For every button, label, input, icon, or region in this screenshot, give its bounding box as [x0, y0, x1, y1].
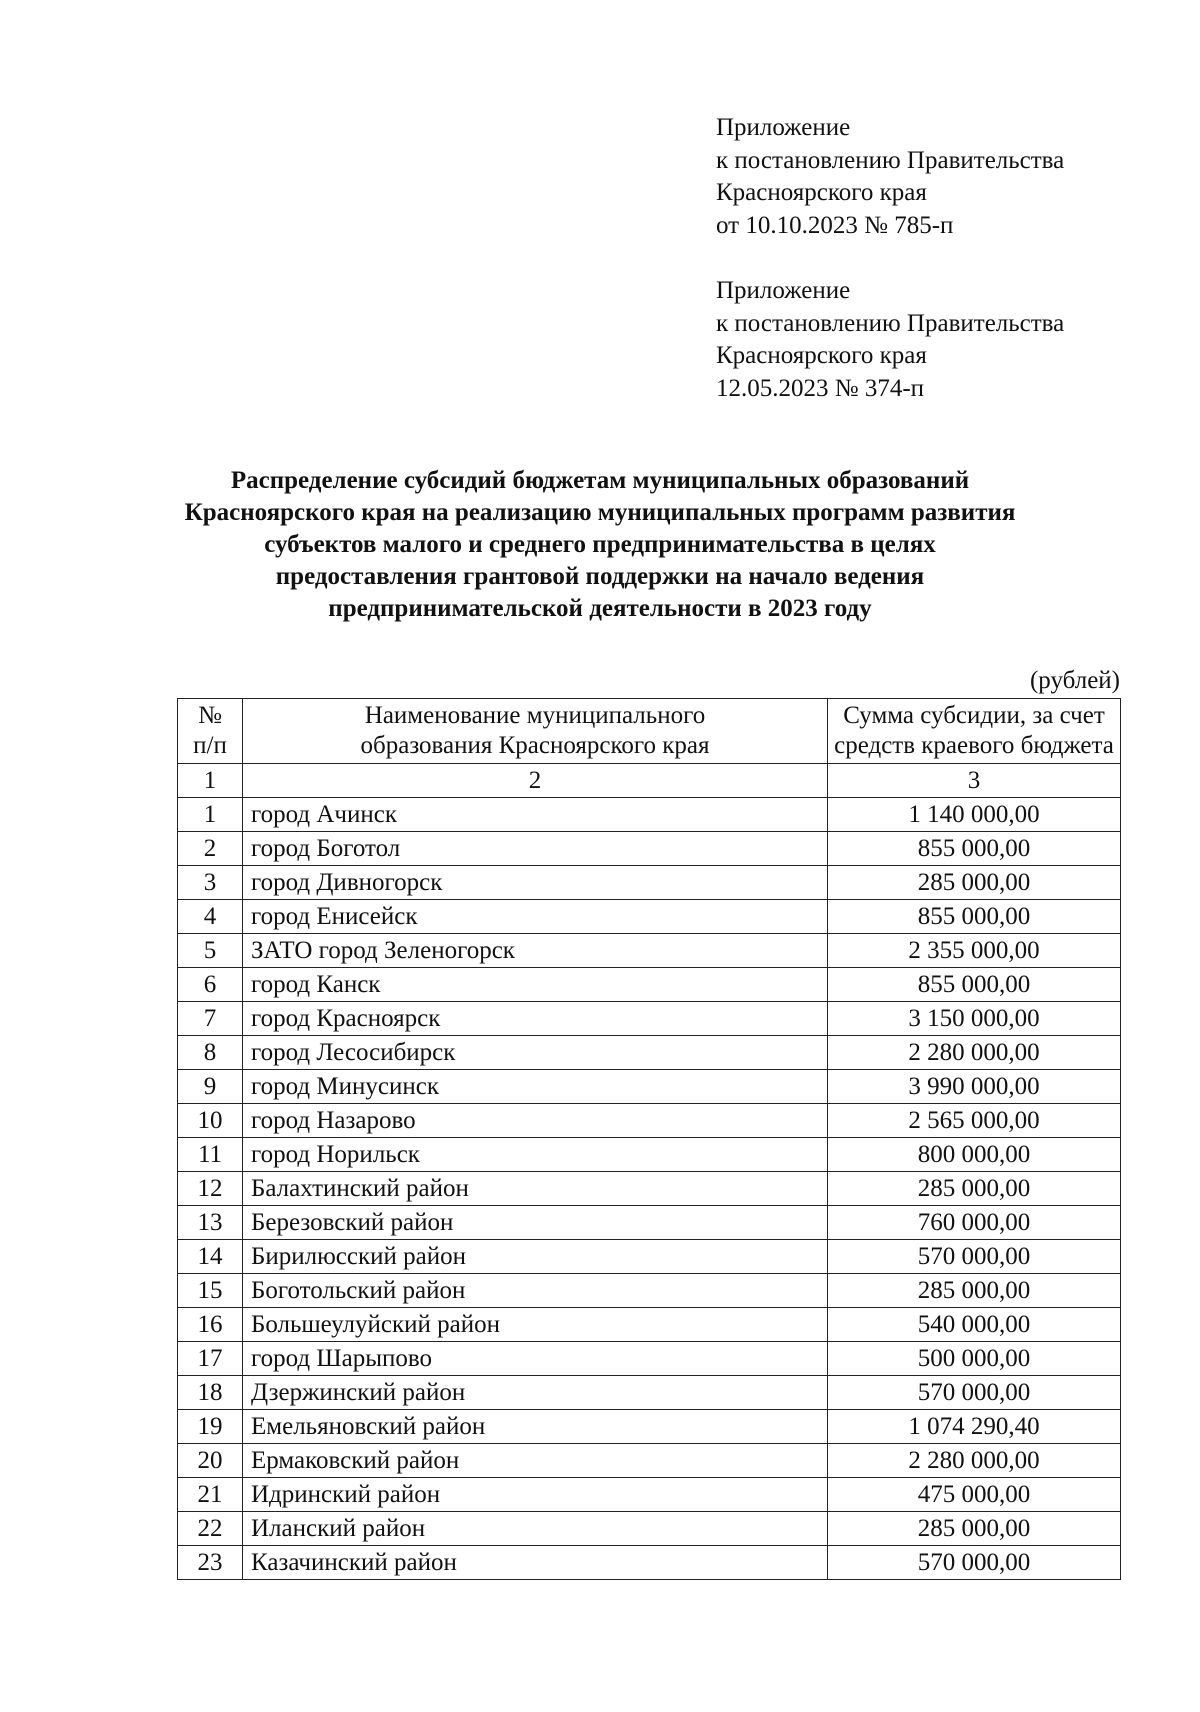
- subsidy-amount: 285 000,00: [828, 1512, 1121, 1546]
- subsidy-amount: 285 000,00: [828, 1172, 1121, 1206]
- row-number: 13: [178, 1206, 243, 1240]
- row-number: 18: [178, 1376, 243, 1410]
- row-number: 15: [178, 1274, 243, 1308]
- title-line: предпринимательской деятельности в 2023 году: [328, 595, 872, 622]
- municipality-name: Иланский район: [243, 1512, 828, 1546]
- row-number: 12: [178, 1172, 243, 1206]
- column-number: 2: [243, 764, 828, 798]
- row-number: 5: [178, 934, 243, 968]
- table-row: [178, 1342, 1121, 1376]
- table-row: [178, 1138, 1121, 1172]
- row-number: 9: [178, 1070, 243, 1104]
- row-number: 14: [178, 1240, 243, 1274]
- row-number: 19: [178, 1410, 243, 1444]
- title-line: предоставления грантовой поддержки на начало ведения: [275, 563, 925, 590]
- municipality-name: Емельяновский район: [243, 1410, 828, 1444]
- appendix-line: к постановлению Правительства: [716, 309, 1065, 337]
- table-row: [178, 1410, 1121, 1444]
- column-number: 1: [178, 764, 243, 798]
- table-row: [178, 1240, 1121, 1274]
- subsidy-amount: 3 150 000,00: [828, 1002, 1121, 1036]
- row-number: 1: [178, 798, 243, 832]
- municipality-name: город Норильск: [243, 1138, 828, 1172]
- table-row: [178, 1206, 1121, 1240]
- municipality-name: Балахтинский район: [243, 1172, 828, 1206]
- municipality-name: город Енисейск: [243, 900, 828, 934]
- subsidy-amount: 285 000,00: [828, 1274, 1121, 1308]
- row-number: 10: [178, 1104, 243, 1138]
- table-row: [178, 1376, 1121, 1410]
- table-row: [178, 900, 1121, 934]
- table-row: [178, 798, 1121, 832]
- table-row: [178, 1308, 1121, 1342]
- row-number: 11: [178, 1138, 243, 1172]
- table-row: [178, 1172, 1121, 1206]
- table-row: [178, 1002, 1121, 1036]
- row-number: 17: [178, 1342, 243, 1376]
- header-line: средств краевого бюджета: [834, 732, 1114, 759]
- municipality-name: Бирилюсский район: [243, 1240, 828, 1274]
- appendix-line: от 10.10.2023 № 785-п: [716, 211, 954, 239]
- row-number: 8: [178, 1036, 243, 1070]
- row-number: 22: [178, 1512, 243, 1546]
- table-row: [178, 1274, 1121, 1308]
- subsidy-amount: 800 000,00: [828, 1138, 1121, 1172]
- municipality-name: город Красноярск: [243, 1002, 828, 1036]
- table-row: [178, 1478, 1121, 1512]
- table-row: [178, 832, 1121, 866]
- header-line: образования Красноярского края: [360, 732, 710, 759]
- municipality-name: Дзержинский район: [243, 1376, 828, 1410]
- municipality-name: Идринский район: [243, 1478, 828, 1512]
- table-row: [178, 1546, 1121, 1580]
- row-number: 4: [178, 900, 243, 934]
- row-number: 2: [178, 832, 243, 866]
- row-number: 6: [178, 968, 243, 1002]
- subsidy-amount: 540 000,00: [828, 1308, 1121, 1342]
- subsidy-amount: 570 000,00: [828, 1546, 1121, 1580]
- municipality-name: город Минусинск: [243, 1070, 828, 1104]
- municipality-name: Казачинский район: [243, 1546, 828, 1580]
- table-row: [178, 1070, 1121, 1104]
- municipality-name: город Шарыпово: [243, 1342, 828, 1376]
- appendix-line: 12.05.2023 № 374-п: [716, 374, 925, 402]
- table-row: [178, 1444, 1121, 1478]
- title-line: Распределение субсидий бюджетам муниципальных образований: [230, 467, 970, 494]
- table-row: [178, 934, 1121, 968]
- header-number: [178, 699, 243, 764]
- header-line: Сумма субсидии, за счет: [843, 702, 1105, 729]
- table-header-row: [178, 699, 1121, 764]
- header-line: Наименование муниципального: [364, 702, 706, 729]
- municipality-name: ЗАТО город Зеленогорск: [243, 934, 828, 968]
- row-number: 7: [178, 1002, 243, 1036]
- appendix-line: Красноярского края: [716, 179, 927, 206]
- column-number-row: [178, 764, 1121, 798]
- appendix-original-reference: [716, 275, 1064, 405]
- appendix-line: к постановлению Правительства: [716, 146, 1065, 174]
- appendix-line: Приложение: [716, 277, 851, 304]
- row-number: 20: [178, 1444, 243, 1478]
- row-number: 16: [178, 1308, 243, 1342]
- subsidy-amount: 2 355 000,00: [828, 934, 1121, 968]
- table-row: [178, 1036, 1121, 1070]
- municipality-name: Боготольский район: [243, 1274, 828, 1308]
- subsidy-amount: 855 000,00: [828, 968, 1121, 1002]
- subsidy-amount: 2 565 000,00: [828, 1104, 1121, 1138]
- unit-label: (рублей): [1029, 667, 1120, 694]
- municipality-name: город Боготол: [243, 832, 828, 866]
- table-row: [178, 1512, 1121, 1546]
- subsidy-amount: 760 000,00: [828, 1206, 1121, 1240]
- subsidy-amount: 855 000,00: [828, 900, 1121, 934]
- municipality-name: Ермаковский район: [243, 1444, 828, 1478]
- row-number: 23: [178, 1546, 243, 1580]
- subsidy-amount: 570 000,00: [828, 1240, 1121, 1274]
- subsidy-amount: 475 000,00: [828, 1478, 1121, 1512]
- subsidy-amount: 3 990 000,00: [828, 1070, 1121, 1104]
- header-line: п/п: [193, 732, 227, 759]
- municipality-name: город Назарово: [243, 1104, 828, 1138]
- title-line: Красноярского края на реализацию муниципальных программ развития: [184, 499, 1016, 526]
- subsidy-amount: 2 280 000,00: [828, 1444, 1121, 1478]
- appendix-line: Приложение: [716, 114, 851, 141]
- table-row: [178, 866, 1121, 900]
- subsidy-table: [177, 698, 1121, 1580]
- municipality-name: город Дивногорск: [243, 866, 828, 900]
- subsidy-amount: 855 000,00: [828, 832, 1121, 866]
- appendix-line: Красноярского края: [716, 342, 927, 369]
- subsidy-amount: 500 000,00: [828, 1342, 1121, 1376]
- municipality-name: город Ачинск: [243, 798, 828, 832]
- header-line: №: [198, 702, 222, 729]
- subsidy-amount: 2 280 000,00: [828, 1036, 1121, 1070]
- municipality-name: Большеулуйский район: [243, 1308, 828, 1342]
- subsidy-amount: 1 074 290,40: [828, 1410, 1121, 1444]
- header-name: [243, 699, 828, 764]
- subsidy-amount: 570 000,00: [828, 1376, 1121, 1410]
- table-row: [178, 968, 1121, 1002]
- document-title: [100, 465, 1100, 625]
- municipality-name: Березовский район: [243, 1206, 828, 1240]
- appendix-current-reference: [716, 112, 1064, 242]
- municipality-name: город Лесосибирск: [243, 1036, 828, 1070]
- subsidy-amount: 285 000,00: [828, 866, 1121, 900]
- municipality-name: город Канск: [243, 968, 828, 1002]
- column-number: 3: [828, 764, 1121, 798]
- header-sum: [828, 699, 1121, 764]
- subsidy-amount: 1 140 000,00: [828, 798, 1121, 832]
- row-number: 3: [178, 866, 243, 900]
- title-line: субъектов малого и среднего предпринимательства в целях: [264, 531, 936, 558]
- row-number: 21: [178, 1478, 243, 1512]
- table-row: [178, 1104, 1121, 1138]
